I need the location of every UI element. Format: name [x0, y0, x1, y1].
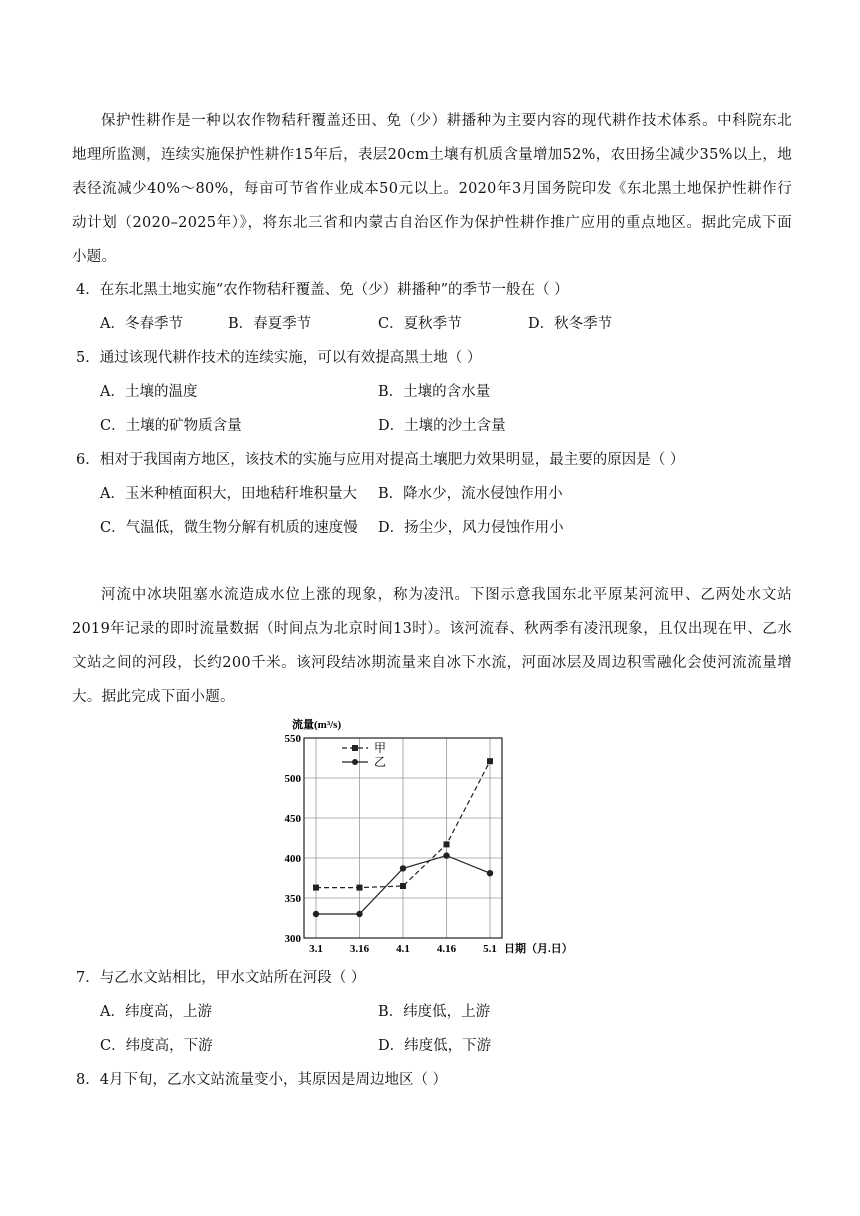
- x-tick-label: 4.16: [436, 943, 457, 955]
- question-5-stem: 5．通过该现代耕作技术的连续实施，可以有效提高黑土地（ ）: [76, 350, 482, 366]
- y-tick-label: 350: [284, 893, 301, 905]
- chart-grid: [304, 738, 502, 938]
- y-axis-label: 流量(m³/s): [292, 719, 342, 731]
- chart-legend: [342, 741, 386, 769]
- question-6-option-a[interactable]: A．玉米种植面积大，田地秸秆堆积量大: [100, 486, 357, 502]
- question-4-stem: 4．在东北黑土地实施“农作物秸秆覆盖、免（少）耕播种”的季节一般在（ ）: [76, 282, 569, 298]
- question-8-stem: 8．4月下旬，乙水文站流量变小，其原因是周边地区（ ）: [76, 1072, 448, 1088]
- question-6-option-b[interactable]: B．降水少，流水侵蚀作用小: [378, 486, 563, 502]
- data-point-square: [313, 885, 319, 891]
- passage-ice-flood: 河流中冰块阻塞水流造成水位上涨的现象，称为凌汛。下图示意我国东北平原某河流甲、乙两处水文站2019年记录的即时流量数据（时间点为北京时间13时）。该河流春、秋两季有凌汛现象，且仅出现在甲、乙水文站之间的河段，长约200千米。该河段结冰期流量来自冰下水流，河面冰层及周边积雪融化会使河流流量增大。据此完成下面小题。: [72, 587, 792, 705]
- data-point-square: [400, 883, 406, 889]
- data-point-square: [357, 885, 363, 891]
- data-point-circle: [443, 852, 449, 858]
- flow-chart-svg: [280, 714, 580, 960]
- y-tick-label: 550: [284, 733, 301, 745]
- question-7-option-a[interactable]: A．纬度高，上游: [100, 1004, 212, 1020]
- x-tick-label: 5.1: [483, 943, 497, 955]
- x-tick-label: 4.1: [396, 943, 410, 955]
- data-point-square: [487, 758, 493, 764]
- y-tick-label: 450: [284, 813, 301, 825]
- passage-conservation-tillage: 保护性耕作是一种以农作物秸秆覆盖还田、免（少）耕播种为主要内容的现代耕作技术体系。中科院东北地理所监测，连续实施保护性耕作15年后，表层20cm土壤有机质含量增加52%，农田扬尘减少35%以上，地表径流减少40%～80%，每亩可节省作业成本50元以上。2020年3月国务院印发《东北黑土地保护性耕作行动计划（2020–2025年）》，将东北三省和内蒙古自治区作为保护性耕作推广应用的重点地区。据此完成下面小题。: [72, 113, 792, 265]
- y-tick-label: 400: [284, 853, 301, 865]
- question-4-option-a[interactable]: A．冬春季节: [100, 316, 183, 332]
- data-point-circle: [356, 911, 362, 917]
- question-7-option-b[interactable]: B．纬度低，上游: [378, 1004, 491, 1020]
- question-6-stem: 6．相对于我国南方地区，该技术的实施与应用对提高土壤肥力效果明显，最主要的原因是（ ）: [76, 452, 685, 468]
- question-5-option-d[interactable]: D．土壤的沙土含量: [378, 418, 506, 434]
- question-4-option-c[interactable]: C．夏秋季节: [378, 316, 462, 332]
- x-tick-label: 3.1: [309, 943, 323, 955]
- question-5-option-b[interactable]: B．土壤的含水量: [378, 384, 491, 400]
- data-point-circle: [487, 870, 493, 876]
- flow-chart: [280, 714, 580, 960]
- y-tick-label: 500: [284, 773, 301, 785]
- x-axis-label: 日期（月.日）: [504, 943, 573, 955]
- question-6-option-c[interactable]: C．气温低，微生物分解有机质的速度慢: [100, 520, 358, 536]
- x-tick-label: 3.16: [349, 943, 370, 955]
- question-7-option-d[interactable]: D．纬度低，下游: [378, 1038, 492, 1054]
- legend-marker-square: [352, 745, 358, 751]
- question-6-option-d[interactable]: D．扬尘少，风力侵蚀作用小: [378, 520, 564, 536]
- data-point-circle: [313, 911, 319, 917]
- question-4-option-d[interactable]: D．秋冬季节: [528, 316, 613, 332]
- question-7-stem: 7．与乙水文站相比，甲水文站所在河段（ ）: [76, 970, 366, 986]
- x-tick-labels: [309, 943, 497, 955]
- legend-marker-circle: [352, 759, 358, 765]
- question-7-option-c[interactable]: C．纬度高，下游: [100, 1038, 213, 1054]
- legend-label: 乙: [374, 755, 387, 769]
- data-point-circle: [400, 865, 406, 871]
- question-5-option-c[interactable]: C．土壤的矿物质含量: [100, 418, 242, 434]
- legend-label: 甲: [374, 741, 387, 755]
- question-4-option-b[interactable]: B．春夏季节: [228, 316, 312, 332]
- y-tick-labels: [285, 733, 302, 945]
- y-tick-label: 300: [284, 933, 301, 945]
- data-point-square: [444, 841, 450, 847]
- question-5-option-a[interactable]: A．土壤的温度: [100, 384, 198, 400]
